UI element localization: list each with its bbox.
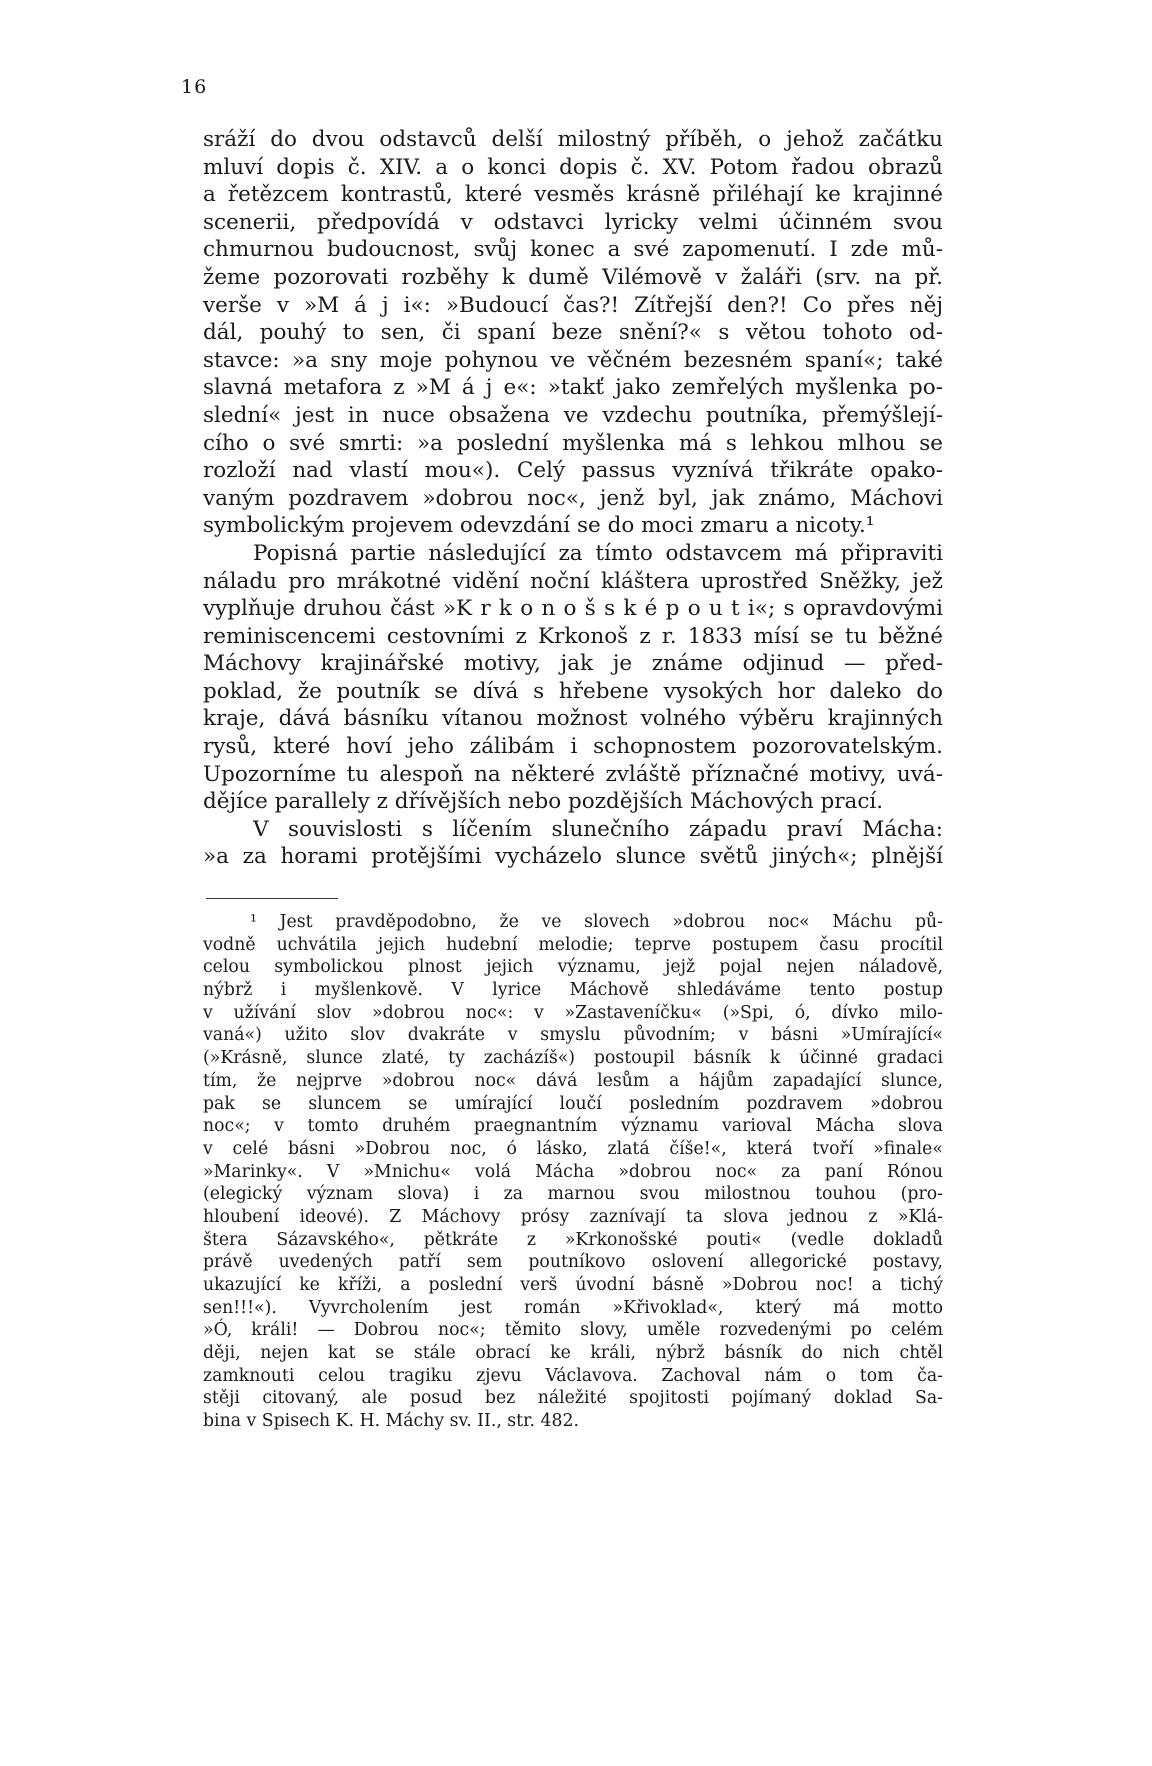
footnote-divider [206,898,338,899]
text-line: dějíce parallely z dřívějších nebo pozdějších Máchových prací. [203,789,884,815]
text-line: verše v »M á j i«: »Budoucí čas?! Zítřejší den?! Co přes něj [203,292,943,318]
footnote-line: ¹ Jest pravděpodobno, že ve slovech »dobrou noc« Máchu pů- [250,912,943,932]
text-line: slavná metafora z »M á j e«: »takť jako zemřelých myšlenka po- [203,375,943,401]
text-line: stavce: »a sny moje pohynou ve věčném bezesném spaní«; také [203,347,943,373]
text-line: žeme pozorovati rozběhy k dumě Vilémově v žaláři (srv. na př. [203,264,943,290]
footnote-line: tím, že nejprve »dobrou noc« dává lesům a hájům zapadající slunce, [203,1070,943,1091]
footnote-line: stěji citovaný, ale posud bez náležité spojitosti pojímaný doklad Sa- [203,1388,943,1409]
page-number: 16 [181,76,208,98]
paragraph-start-line: V souvislosti s líčením slunečního západu praví Mácha: [253,816,943,842]
text-line: chmurnou budoucnost, svůj konec a své zapomenutí. I zde mů- [203,237,943,263]
footnote-line: »Ó, králi! — Dobrou noc«; těmito slovy, uměle rozvedenými po celém [203,1320,943,1341]
text-line: kraje, dává básníku vítanou možnost volného výběru krajinných [203,706,943,732]
footnote-line: (»Krásně, slunce zlaté, ty zacházíš«) postoupil básník k účinné gradaci [203,1048,943,1069]
body-text [203,126,943,871]
footnote-line: v užívání slov »dobrou noc«: v »Zastaveníčku« (»Spi, ó, dívko milo- [203,1002,943,1023]
footnote-line: nýbrž i myšlenkově. V lyrice Máchově shledáváme tento postup [203,980,943,1001]
footnote-line: ukazující ke kříži, a poslední verš úvodní básně »Dobrou noc! a tichý [203,1275,943,1295]
footnote-line: právě uvedených patří sem poutníkovo oslovení allegorické postavy, [203,1252,943,1273]
footnote-line: štera Sázavského«, pětkráte z »Krkonošské pouti« (vedle dokladů [203,1229,943,1250]
footnote-line: vodně uchvátila jejich hudební melodie; teprve postupem času procítil [203,934,943,955]
text-line: náladu pro mrákotné vidění noční kláštera uprostřed Sněžky, jež [203,568,943,594]
text-line: vaným pozdravem »dobrou noc«, jenž byl, jak známo, Máchovi [203,485,943,511]
footnote-line: v celé básni »Dobrou noc, ó lásko, zlatá číše!«, která tvoří »finale« [203,1138,943,1159]
footnote-line: vaná«) užito slov dvakráte v smyslu původním; v básni »Umírající« [203,1025,943,1046]
footnote-line: »Marinky«. V »Mnichu« volá Mácha »dobrou noc« za paní Rónou [203,1161,943,1182]
text-line: Máchovy krajinářské motivy, jak je známe odjinud — před- [203,651,943,677]
paragraph-start-line: Popisná partie následující za tímto odstavcem má připraviti [253,540,943,566]
footnote-line: ději, nejen kat se stále obrací ke králi, nýbrž básník do nich chtěl [203,1343,943,1364]
text-line: scenerii, předpovídá v odstavci lyricky velmi účinném svou [203,209,943,235]
text-line: Upozorníme tu alespoň na některé zvláště příznačné motivy, uvá- [203,761,943,787]
text-line: reminiscencemi cestovními z Krkonoš z r. 1833 mísí se tu běžné [203,623,943,649]
text-line: »a za horami protějšími vycházelo slunce světů jiných«; plnější [203,844,943,870]
text-line: vyplňuje druhou část »K r k o n o š s k é p o u t i«; s opravdovými [203,596,943,622]
text-line: poklad, že poutník se dívá s hřebene vysokých hor daleko do [203,678,943,704]
text-line: rysů, které hoví jeho zálibám i schopnostem pozorovatelským. [203,734,943,760]
footnote-line: noc«; v tomto druhém praegnantním významu varioval Mácha slova [203,1116,943,1137]
footnote-line: pak se sluncem se umírající loučí posledním pozdravem »dobrou [203,1093,943,1114]
footnote-line: zamknouti celou tragiku zjevu Václavova. Zachoval nám o tom ča- [203,1365,943,1386]
footnote-line: sen!!!«). Vyvrcholením jest román »Křivoklad«, který má motto [203,1297,943,1318]
text-line: cího o své smrti: »a poslední myšlenka má s lehkou mlhou se [203,430,943,456]
text-line: symbolickým projevem odevzdání se do moci zmaru a nicoty.¹ [203,513,875,539]
text-line: sráží do dvou odstavců delší milostný příběh, o jehož začátku [203,127,943,152]
footnote-line: celou symbolickou plnost jejich významu, jejž pojal nejen náladově, [203,957,943,978]
footnote-line: bina v Spisech K. H. Máchy sv. II., str. 482. [203,1411,579,1432]
footnote [203,911,943,1433]
text-line: rozloží nad vlastí mou«). Celý passus vyznívá třikráte opako- [203,458,943,484]
text-line: a řetězcem kontrastů, které vesměs krásně přiléhají ke krajinné [203,182,943,208]
footnote-line: hloubení ideové). Z Máchovy prósy zaznívají ta slova jednou z »Klá- [203,1206,943,1227]
text-line: dál, pouhý to sen, či spaní beze snění?« s větou tohoto od- [203,320,943,346]
text-line: mluví dopis č. XIV. a o konci dopis č. XV. Potom řadou obrazů [203,154,943,180]
footnote-line: (elegický význam slova) i za marnou svou milostnou touhou (pro- [203,1184,943,1205]
text-line: slední« jest in nuce obsažena ve vzdechu poutníka, přemýšlejí- [203,402,943,428]
